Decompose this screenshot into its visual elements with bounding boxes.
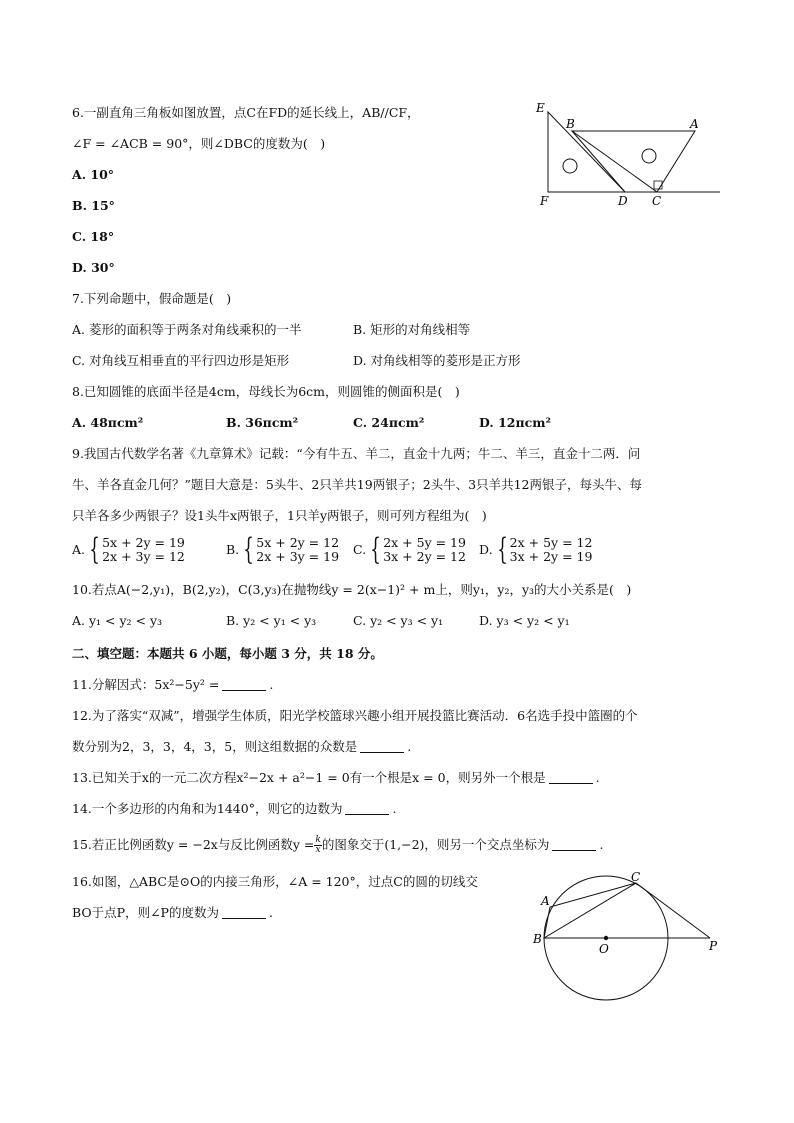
q14 [72, 801, 396, 817]
q13-answer-blank [549, 771, 593, 784]
q6-label-b: B [566, 117, 575, 131]
q12-end: . [407, 739, 412, 754]
q6-option-d: D. 30° [72, 260, 115, 275]
q9-option-c: C. { 2x + 5y = 19 3x + 2y = 12 [353, 532, 466, 567]
q14-stem: 14.一个多边形的内角和为1440°，则它的边数为 [72, 801, 343, 816]
q16-stem-line1: 16.如图，△ABC是⊙O的内接三角形，∠A = 120°，过点C的圆的切线交 [72, 874, 478, 889]
q16-label-b: B [533, 932, 542, 946]
q10-option-c: C. y₂ < y₃ < y₁ [353, 613, 444, 628]
q12-line2 [72, 739, 411, 755]
q16-label-a: A [541, 894, 550, 908]
q16-circle-figure [525, 866, 730, 1006]
q16-stem-line2: BO于点P，则∠P的度数为 [72, 905, 219, 920]
q6-label-d: D [618, 194, 628, 208]
q15 [72, 836, 603, 855]
q9-option-c-label: C. [353, 542, 367, 557]
q13 [72, 770, 600, 786]
q15-frac-num: k [315, 835, 321, 845]
q16-line2 [72, 905, 273, 921]
q11 [72, 677, 273, 693]
q9-option-d-eq2: 3x + 2y = 19 [509, 549, 593, 564]
q6-label-f: F [540, 194, 549, 208]
q9-option-b-eq2: 2x + 3y = 19 [256, 549, 340, 564]
q8-stem: 8.已知圆锥的底面半径是4cm，母线长为6cm，则圆锥的侧面积是( ) [72, 384, 460, 399]
q9-stem-line3: 只羊各多少两银子？设1头牛x两银子，1只羊y两银子，则可列方程组为( ) [72, 508, 487, 523]
q9-option-a: A. { 5x + 2y = 19 2x + 3y = 12 [72, 532, 185, 567]
q12-answer-blank [360, 740, 404, 753]
q14-end: . [392, 801, 397, 816]
q11-answer-blank [222, 678, 266, 691]
q13-end: . [595, 770, 600, 785]
q8-option-c: C. 24πcm² [353, 415, 425, 430]
q9-option-d: D. { 2x + 5y = 12 3x + 2y = 19 [479, 532, 593, 567]
q7-option-b: B. 矩形的对角线相等 [353, 322, 471, 337]
q16-label-c: C [631, 870, 641, 884]
q10-stem: 10.若点A(−2,y₁)，B(2,y₂)，C(3,y₃)在抛物线y = 2(x−1)² + m上，则y₁，y₂，y₃的大小关系是( ) [72, 582, 632, 597]
q9-stem-line1: 9.我国古代数学名著《九章算术》记载：“今有牛五、羊二，直金十九两；牛二、羊三，直金十二两．问 [72, 446, 641, 461]
q6-option-a: A. 10° [72, 167, 115, 182]
q12-stem-line2: 数分别为2，3，3，4，3，5，则这组数据的众数是 [72, 739, 358, 754]
q9-option-d-label: D. [479, 542, 493, 557]
q9-option-b-label: B. [226, 542, 240, 557]
q16-label-o: O [599, 942, 609, 956]
q15-frac-den: x [315, 845, 321, 855]
q6-label-c: C [652, 194, 662, 208]
q6-option-c: C. 18° [72, 229, 115, 244]
q8-option-b: B. 36πcm² [226, 415, 299, 430]
q10-option-d: D. y₃ < y₂ < y₁ [479, 613, 570, 628]
q15-stem-after: 的图象交于(1,−2)，则另一个交点坐标为 [321, 837, 550, 852]
q15-fraction [314, 836, 321, 855]
q9-option-b-eq1: 5x + 2y = 12 [256, 535, 340, 550]
q15-end: . [599, 837, 604, 852]
q6-option-b: B. 15° [72, 198, 115, 213]
q9-option-c-eq2: 3x + 2y = 12 [383, 549, 466, 564]
q6-triangle-figure [530, 98, 730, 213]
q9-stem-line2: 牛、羊各直金几何？”题目大意是：5头牛、2只羊共19两银子；2头牛、3只羊共12两银子，每头牛、每 [72, 477, 643, 492]
q13-stem: 13.已知关于x的一元二次方程x²−2x + a²−1 = 0有一个根是x = 0，则另外一个根是 [72, 770, 546, 785]
q6-stem-line2: ∠F = ∠ACB = 90°，则∠DBC的度数为( ) [72, 136, 326, 151]
q10-option-b: B. y₂ < y₁ < y₃ [226, 613, 317, 628]
q15-answer-blank [552, 838, 596, 851]
q7-option-c: C. 对角线互相垂直的平行四边形是矩形 [72, 353, 290, 368]
q9-option-c-eq1: 2x + 5y = 19 [383, 535, 466, 550]
q16-answer-blank [222, 906, 266, 919]
q16-end: . [268, 905, 273, 920]
q7-stem: 7.下列命题中，假命题是( ) [72, 291, 232, 306]
q9-option-a-eq2: 2x + 3y = 12 [102, 549, 185, 564]
q7-option-a: A. 菱形的面积等于两条对角线乘积的一半 [72, 322, 302, 337]
q8-option-a: A. 48πcm² [72, 415, 144, 430]
q11-end: . [269, 677, 274, 692]
q9-option-b: B. { 5x + 2y = 12 2x + 3y = 19 [226, 532, 340, 567]
q6-label-e: E [536, 101, 545, 115]
q14-answer-blank [345, 802, 389, 815]
q9-option-a-label: A. [72, 542, 86, 557]
q9-option-d-eq1: 2x + 5y = 12 [509, 535, 593, 550]
q11-stem: 11.分解因式：5x²−5y² = [72, 677, 220, 692]
q8-option-d: D. 12πcm² [479, 415, 551, 430]
q9-option-a-eq1: 5x + 2y = 19 [102, 535, 185, 550]
q16-label-p: P [709, 939, 718, 953]
q15-stem-before: 15.若正比例函数y = −2x与反比例函数y = [72, 837, 315, 852]
q6-label-a: A [690, 117, 699, 131]
q6-stem-line1: 6.一副直角三角板如图放置，点C在FD的延长线上，AB//CF， [72, 105, 420, 120]
section2-title: 二、填空题：本题共 6 小题，每小题 3 分，共 18 分。 [72, 646, 383, 661]
q12-stem-line1: 12.为了落实“双减”，增强学生体质，阳光学校篮球兴趣小组开展投篮比赛活动．6名选手投中篮圈的个 [72, 708, 638, 723]
q7-option-d: D. 对角线相等的菱形是正方形 [353, 353, 521, 368]
q10-option-a: A. y₁ < y₂ < y₃ [72, 613, 163, 628]
